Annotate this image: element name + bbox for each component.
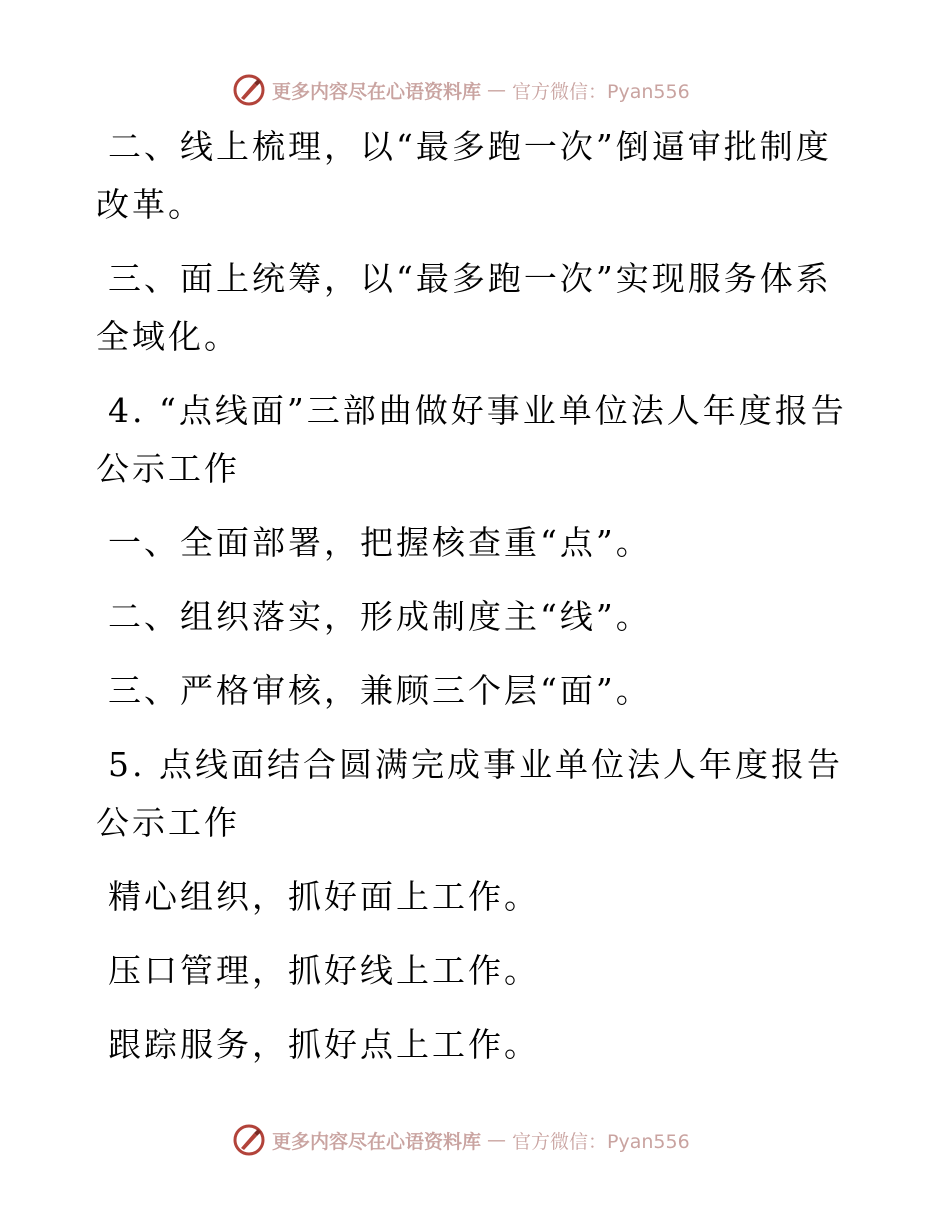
- paragraph-9: 压口管理，抓好线上工作。: [108, 951, 540, 990]
- pen-logo-icon: [232, 73, 266, 107]
- watermark-separator: —: [487, 1129, 507, 1151]
- watermark-separator: —: [487, 79, 507, 101]
- paragraph-5: 二、组织落实，形成制度主“线”。: [108, 597, 652, 636]
- paragraph-4: 一、全面部署，把握核查重“点”。: [108, 523, 652, 562]
- watermark-contact: 官方微信：Pyan556: [512, 80, 690, 103]
- paragraph-3: 4. “点线面”三部曲做好事业单位法人年度报告公示工作: [96, 391, 847, 488]
- paragraph-6: 三、严格审核，兼顾三个层“面”。: [108, 671, 652, 710]
- watermark-contact: 官方微信：Pyan556: [512, 1130, 690, 1153]
- document-body: [96, 118, 856, 1090]
- header-watermark: [232, 72, 690, 108]
- paragraph-7: 5. 点线面结合圆满完成事业单位法人年度报告公示工作: [96, 745, 843, 842]
- paragraph-8: 精心组织，抓好面上工作。: [108, 877, 540, 916]
- pen-logo-icon: [232, 1123, 266, 1157]
- watermark-brand: 更多内容尽在心语资料库: [272, 1130, 482, 1153]
- paragraph-1: 二、线上梳理，以“最多跑一次”倒逼审批制度改革。: [96, 127, 832, 224]
- paragraph-10: 跟踪服务，抓好点上工作。: [108, 1025, 540, 1064]
- paragraph-2: 三、面上统筹，以“最多跑一次”实现服务体系全域化。: [96, 259, 832, 356]
- watermark-brand: 更多内容尽在心语资料库: [272, 80, 482, 103]
- footer-watermark: [232, 1122, 690, 1158]
